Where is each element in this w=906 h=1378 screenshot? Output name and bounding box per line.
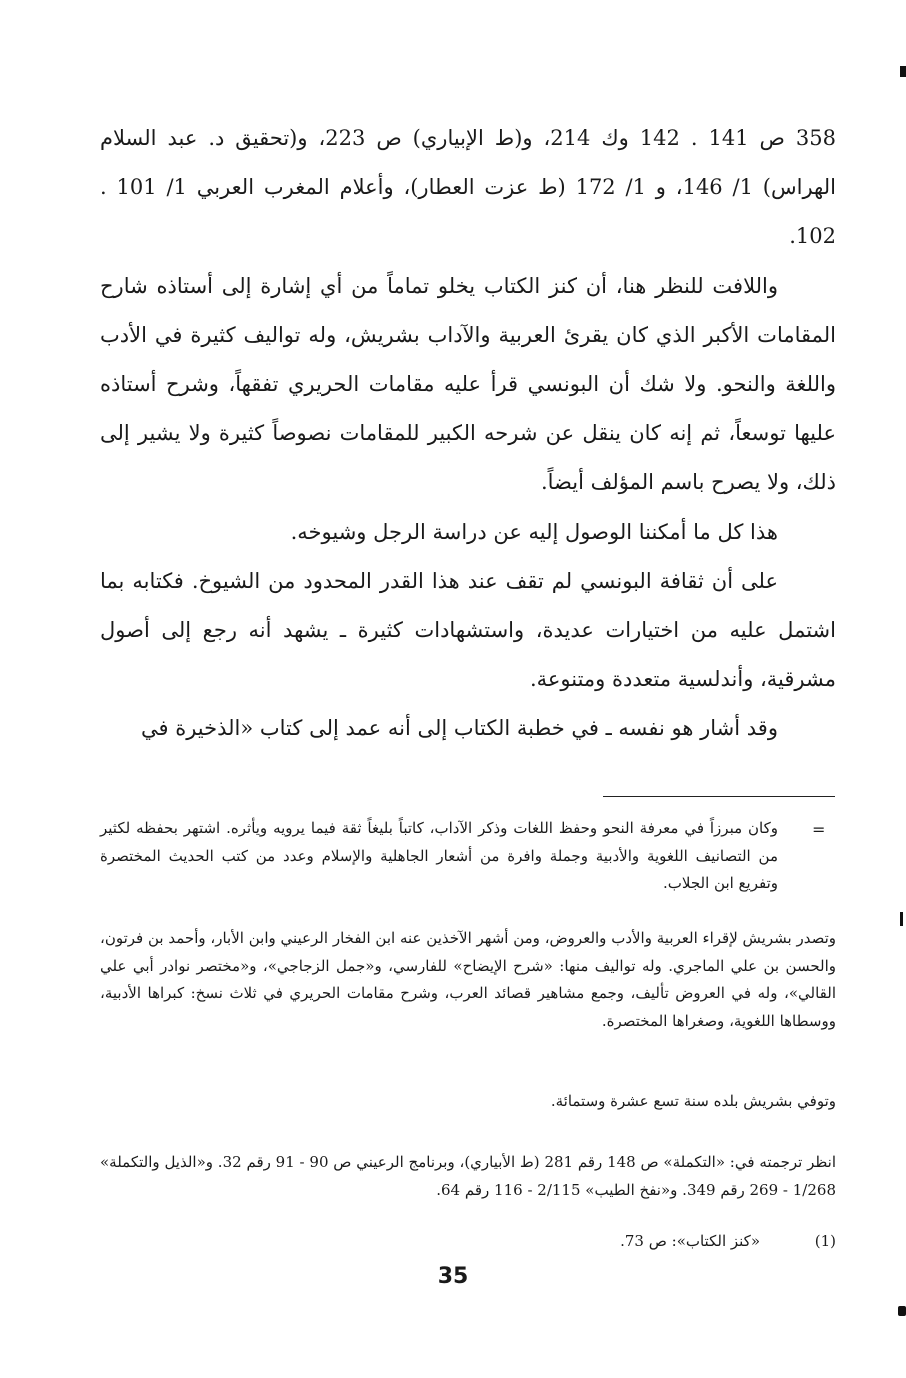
footnote-block-1 [100,815,836,898]
paragraph-culture [100,557,836,704]
paragraph-1-text: 358 ص 141 . 142 وك 214، و(ط الإبياري) ص 223، و(تحقيق د. عبد السلام الهراس) 1/ 146، و 1/ 172 (ط عزت العطار)، وأعلام المغرب العربي 1/ 101 . 102. [100,126,836,248]
footnote-5-text: «كنز الكتاب»: ص 73. [620,1232,760,1250]
footnote-number: (1) [814,1232,836,1250]
scan-mark-middle [900,912,903,926]
page-number: 35 [437,1264,469,1289]
footnote-block-4 [100,1149,836,1204]
footnote-4-text: انظر ترجمته في: «التكملة» ص 148 رقم 281 (ط الأبياري)، وبرنامج الرعيني ص 90 - 91 رقم 32. و«الذيل والتكملة» 1/268 - 269 رقم 349. و«نفخ الطيب» 2/115 - 116 رقم 64. [100,1153,837,1199]
paragraph-teacher-note [100,262,836,507]
footnote-block-3 [100,1088,836,1116]
scan-mark-bottom [898,1306,906,1316]
paragraph-5-text: وقد أشار هو نفسه ـ في خطبة الكتاب إلى أنه عمد إلى كتاب «الذخيرة في [140,716,778,740]
scan-mark-top [900,66,906,77]
footnote-3-text: وتوفي بشريش بلده سنة تسع عشرة وستمائة. [550,1092,836,1110]
paragraph-2-text: واللافت للنظر هنا، أن كنز الكتاب يخلو تماماً من أي إشارة إلى أستاذه شارح المقامات الأكبر الذي كان يقرئ العربية والآداب بشريش، وله تواليف كثيرة في الأدب واللغة والنحو. ولا شك أن البونسي قرأ عليه مقامات الحريري تفقهاً، وشرح أستاذه عليها توسعاً، ثم إنه كان ينقل عن شرحه الكبير للمقامات نصوصاً كثيرة ولا يشير إلى ذلك، ولا يصرح باسم المؤلف أيضاً. [100,274,836,494]
footnote-1-text: وكان مبرزاً في معرفة النحو وحفظ اللغات وذكر الآداب، كاتباً بليغاً ثقة فيما يرويه ويأثره. اشتهر بحفظه لكثير من التصانيف اللغوية والأدبية وجملة وافرة من أشعار الجاهلية والإسلام وعدد من كتب الحديث المختصرة وتفريع ابن الجلاب. [100,819,778,892]
paragraph-summary [100,508,836,557]
footnote-block-2 [100,925,836,1035]
paragraph-sources [100,704,836,753]
paragraph-references [100,114,836,261]
footnote-2-text: وتصدر بشريش لإقراء العربية والأدب والعروض، ومن أشهر الآخذين عنه ابن الفخار الرعيني وابن الأبار، وأحمد بن فرتون، والحسن بن علي الماجري. وله تواليف منها: «شرح الإيضاح» للفارسي، و«جمل الزجاجي»، و«مختصر نوادر أبي علي القالي»، وله في العروض تأليف، وجمع مشاهير قصائد العرب، وشرح مقامات الحريري في ثلاث نسخ: كبراها الأدبية، ووسطاها اللغوية، وصغراها المختصرة. [100,929,836,1030]
paragraph-4-text: على أن ثقافة البونسي لم تقف عند هذا القدر المحدود من الشيوخ. فكتابه بما اشتمل عليه من اختيارات عديدة، واستشهادات كثيرة ـ يشهد أنه رجع إلى أصول مشرقية، وأندلسية متعددة ومتنوعة. [100,569,836,691]
paragraph-3-text: هذا كل ما أمكننا الوصول إليه عن دراسة الرجل وشيوخه. [290,520,778,544]
footnote-divider [603,796,835,797]
footnote-continuation-marker: = [812,820,826,839]
